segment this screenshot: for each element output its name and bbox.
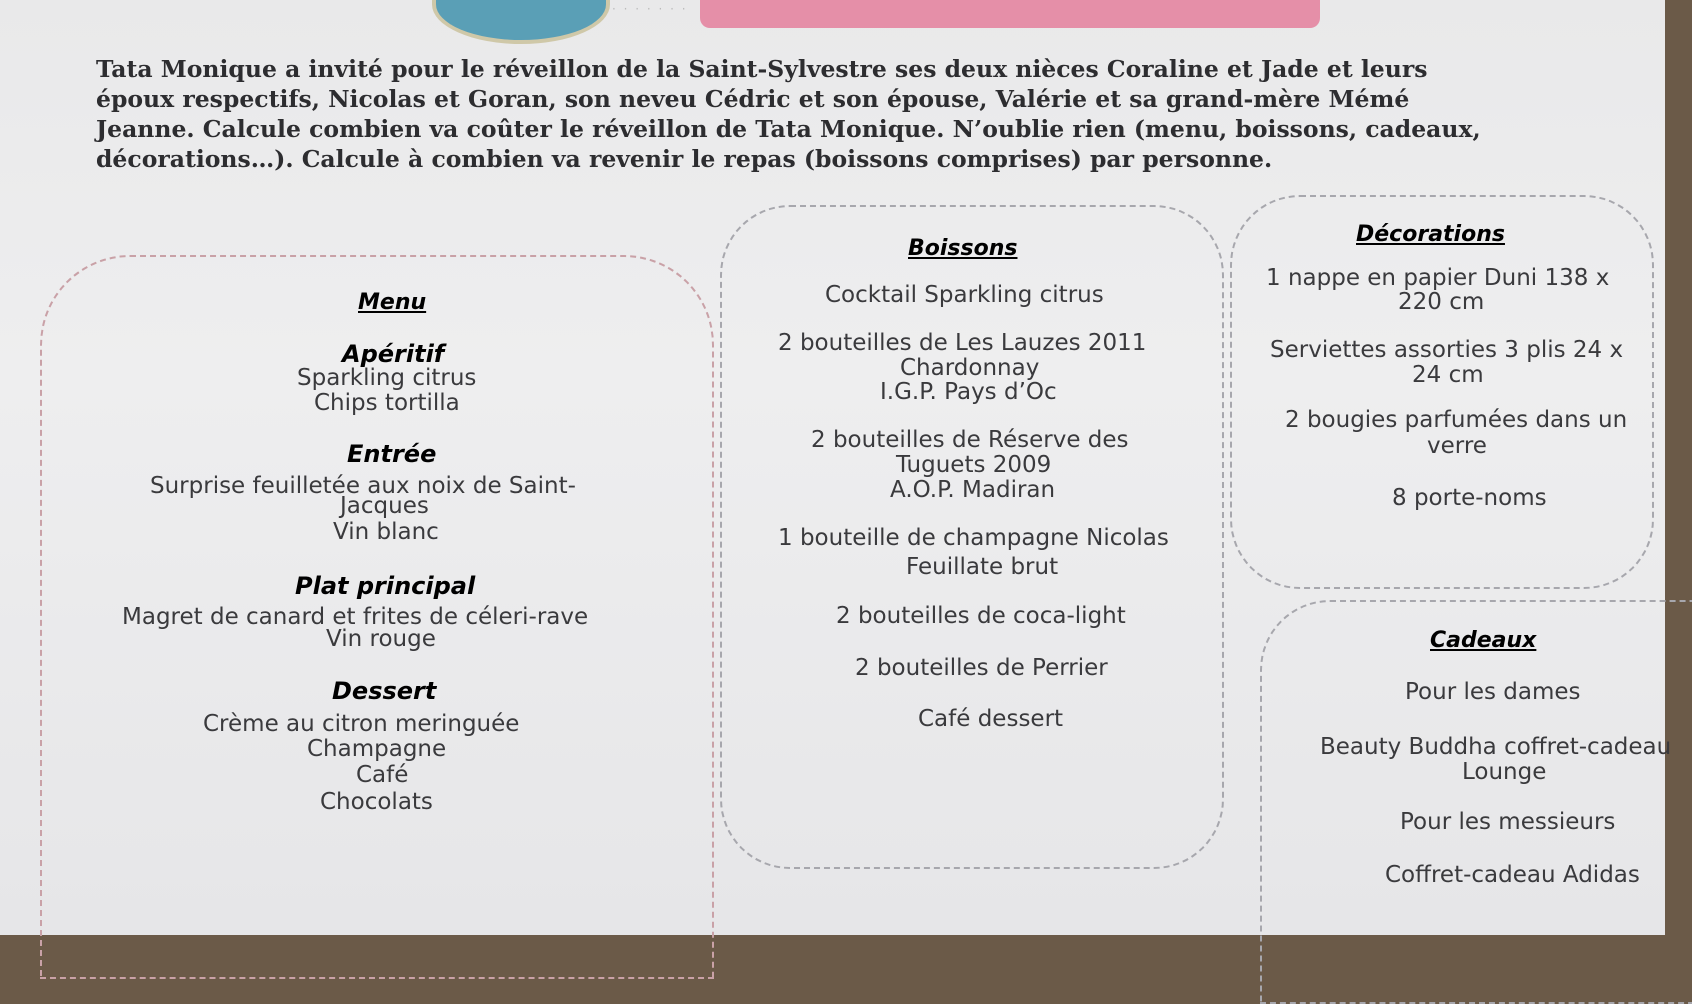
decoration-item: Serviettes assorties 3 plis 24 x bbox=[1270, 337, 1624, 363]
dessert-item: Chocolats bbox=[320, 789, 433, 815]
cadeaux-box-border bbox=[1260, 600, 1692, 1004]
exercise-instructions bbox=[96, 54, 1596, 174]
instruction-line: décorations…). Calcule à combien va revenir le repas (boissons comprises) par personne. bbox=[96, 145, 1273, 173]
decoration-item: verre bbox=[1427, 433, 1487, 459]
boisson-item: 2 bouteilles de Réserve des bbox=[811, 427, 1129, 453]
boissons-title: Boissons bbox=[908, 236, 1018, 261]
dessert-title: Dessert bbox=[332, 677, 437, 705]
aperitif-title: Apéritif bbox=[342, 340, 445, 368]
boisson-item: A.O.P. Madiran bbox=[890, 477, 1056, 503]
cadeau-item: Beauty Buddha coffret-cadeau bbox=[1320, 734, 1672, 760]
boisson-item: Feuillate brut bbox=[906, 554, 1059, 580]
boisson-item: 1 bouteille de champagne Nicolas bbox=[778, 525, 1169, 551]
decoration-item: 2 bougies parfumées dans un bbox=[1285, 407, 1628, 433]
aperitif-item: Chips tortilla bbox=[314, 390, 460, 416]
decorations-box-border bbox=[1230, 195, 1654, 589]
boisson-item: Café dessert bbox=[918, 706, 1064, 732]
entree-item: Surprise feuilletée aux noix de Saint- bbox=[150, 473, 576, 499]
cadeau-item: Pour les messieurs bbox=[1400, 809, 1616, 835]
entree-title: Entrée bbox=[347, 440, 437, 468]
plat-title: Plat principal bbox=[295, 572, 476, 600]
decoration-item: 24 cm bbox=[1412, 362, 1484, 388]
menu-title: Menu bbox=[358, 290, 427, 315]
instruction-line: Tata Monique a invité pour le réveillon de la Saint-Sylvestre ses deux nièces Coraline et Jade et leurs bbox=[96, 55, 1428, 83]
dotted-separator: · · · · · · · bbox=[612, 2, 688, 16]
dessert-item: Crème au citron meringuée bbox=[203, 711, 520, 737]
decoration-item: 1 nappe en papier Duni 138 x bbox=[1266, 265, 1610, 291]
decoration-item: 220 cm bbox=[1398, 289, 1485, 315]
dessert-item: Café bbox=[356, 762, 409, 788]
cadeau-item: Pour les dames bbox=[1405, 679, 1581, 705]
cadeau-item: Coffret-cadeau Adidas bbox=[1385, 862, 1640, 888]
boisson-item: Tuguets 2009 bbox=[896, 452, 1052, 478]
boisson-item: 2 bouteilles de coca-light bbox=[836, 603, 1126, 629]
boisson-item: 2 bouteilles de Les Lauzes 2011 bbox=[778, 330, 1147, 356]
instruction-line: époux respectifs, Nicolas et Goran, son neveu Cédric et son épouse, Valérie et sa grand-mère Mémé bbox=[96, 85, 1410, 113]
entree-item: Vin blanc bbox=[333, 519, 439, 545]
boisson-item: Cocktail Sparkling citrus bbox=[825, 282, 1104, 308]
plat-item: Magret de canard et frites de céleri-rave bbox=[122, 604, 589, 630]
decorations-title: Décorations bbox=[1356, 222, 1505, 247]
cadeau-item: Lounge bbox=[1462, 759, 1547, 785]
aperitif-item: Sparkling citrus bbox=[297, 365, 477, 391]
pink-header-banner bbox=[700, 0, 1320, 28]
instruction-line: Jeanne. Calcule combien va coûter le réveillon de Tata Monique. N’oublie rien (menu, boissons, cadeaux, bbox=[96, 115, 1481, 143]
blue-header-tab bbox=[432, 0, 610, 44]
decoration-item: 8 porte-noms bbox=[1392, 485, 1547, 511]
dessert-item: Champagne bbox=[307, 736, 447, 762]
entree-item: Jacques bbox=[340, 493, 429, 519]
boisson-item: 2 bouteilles de Perrier bbox=[855, 655, 1108, 681]
cadeaux-title: Cadeaux bbox=[1430, 628, 1537, 653]
boisson-item: I.G.P. Pays d’Oc bbox=[880, 379, 1057, 405]
plat-item: Vin rouge bbox=[326, 626, 436, 652]
boisson-item: Chardonnay bbox=[900, 355, 1040, 381]
